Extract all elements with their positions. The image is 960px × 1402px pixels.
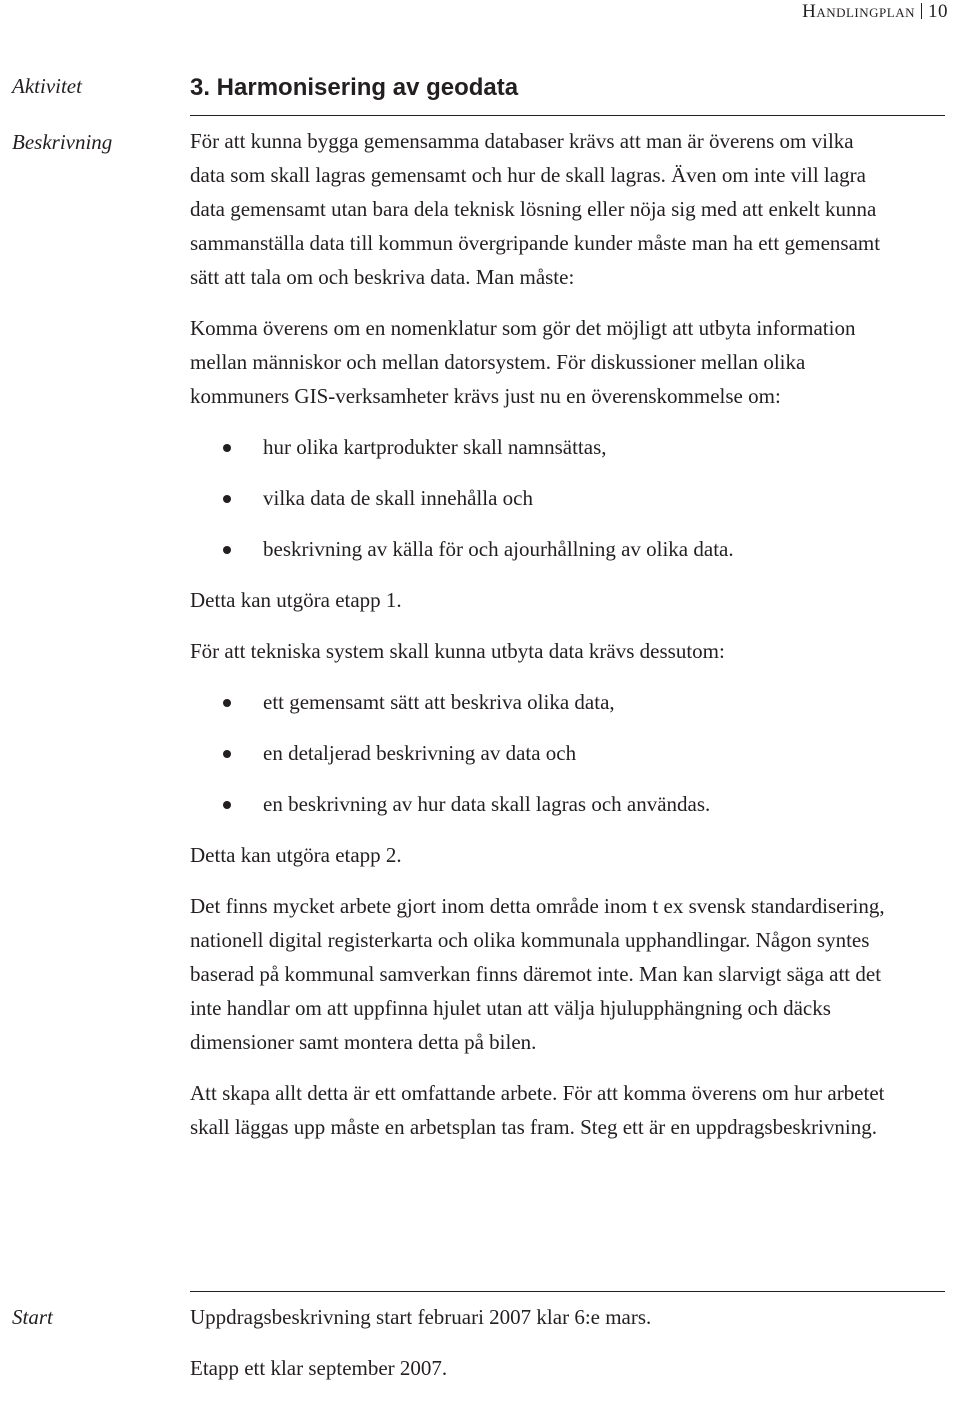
stage-2-note: Detta kan utgöra etapp 2. — [190, 843, 402, 867]
description-paragraph-4: Det finns mycket arbete gjort inom detta område inom t ex svensk standardisering, nationell digital registerkarta och olika kommunala upphandlingar. Någon syntes baserad på kommunal samverkan finns däremot inte. Man kan slarvigt säga att det inte handlar om att uppfinna hjulet utan att välja hjulupphängning och däcks dimensioner samt montera detta på bilen. — [190, 894, 885, 1054]
stage-1-note: Detta kan utgöra etapp 1. — [190, 588, 402, 612]
bullet-icon — [223, 801, 231, 809]
list-item: en beskrivning av hur data skall lagras och användas. — [190, 787, 890, 821]
description-intro: För att kunna bygga gemensamma databaser krävs att man är överens om vilka data som skall lagras gemensamt och hur de skall lagras. Även om inte vill lagra data gemensamt utan bara dela teknisk lösning eller nöja sig med att enkelt kunna sammanställa data till kommun övergripande kunder måste man ha ett gemensamt sätt att tala om och beskriva data. Man måste: — [190, 129, 881, 289]
label-activity: Aktivitet — [12, 74, 82, 98]
section-title: 3. Harmonisering av geodata — [190, 74, 519, 101]
bullet-icon — [223, 495, 231, 503]
start-line-2: Etapp ett klar september 2007. — [190, 1356, 448, 1380]
technical-requirements-list — [190, 685, 890, 821]
divider-bottom — [190, 1291, 945, 1292]
start-line-1: Uppdragsbeskrivning start februari 2007 klar 6:e mars. — [190, 1305, 652, 1329]
bullet-icon — [223, 444, 231, 452]
bullet-icon — [223, 546, 231, 554]
list-item: vilka data de skall innehålla och — [190, 481, 890, 515]
header-separator — [921, 3, 922, 19]
divider-top — [190, 115, 945, 116]
description-paragraph-5: Att skapa allt detta är ett omfattande arbete. För att komma överens om hur arbetet skall läggas upp måste en arbetsplan tas fram. Steg ett är en uppdragsbeskrivning. — [190, 1081, 885, 1139]
header-section-title: Handlingplan — [802, 1, 915, 22]
start-content — [190, 1300, 890, 1402]
list-item: beskrivning av källa för och ajourhållning av olika data. — [190, 532, 890, 566]
label-description: Beskrivning — [12, 130, 113, 154]
page-number: 10 — [928, 1, 948, 22]
label-start: Start — [12, 1305, 53, 1329]
bullet-icon — [223, 750, 231, 758]
page-header — [802, 0, 948, 24]
description-paragraph-2: Komma överens om en nomenklatur som gör det möjligt att utbyta information mellan människor och mellan datorsystem. För diskussioner mellan olika kommuners GIS-verksamheter krävs just nu en överenskommelse om: — [190, 316, 856, 408]
agreement-list — [190, 430, 890, 566]
description-content — [190, 124, 890, 1161]
list-item: ett gemensamt sätt att beskriva olika data, — [190, 685, 890, 719]
description-paragraph-3: För att tekniska system skall kunna utbyta data krävs dessutom: — [190, 639, 725, 663]
list-item: en detaljerad beskrivning av data och — [190, 736, 890, 770]
bullet-icon — [223, 699, 231, 707]
list-item: hur olika kartprodukter skall namnsättas, — [190, 430, 890, 464]
